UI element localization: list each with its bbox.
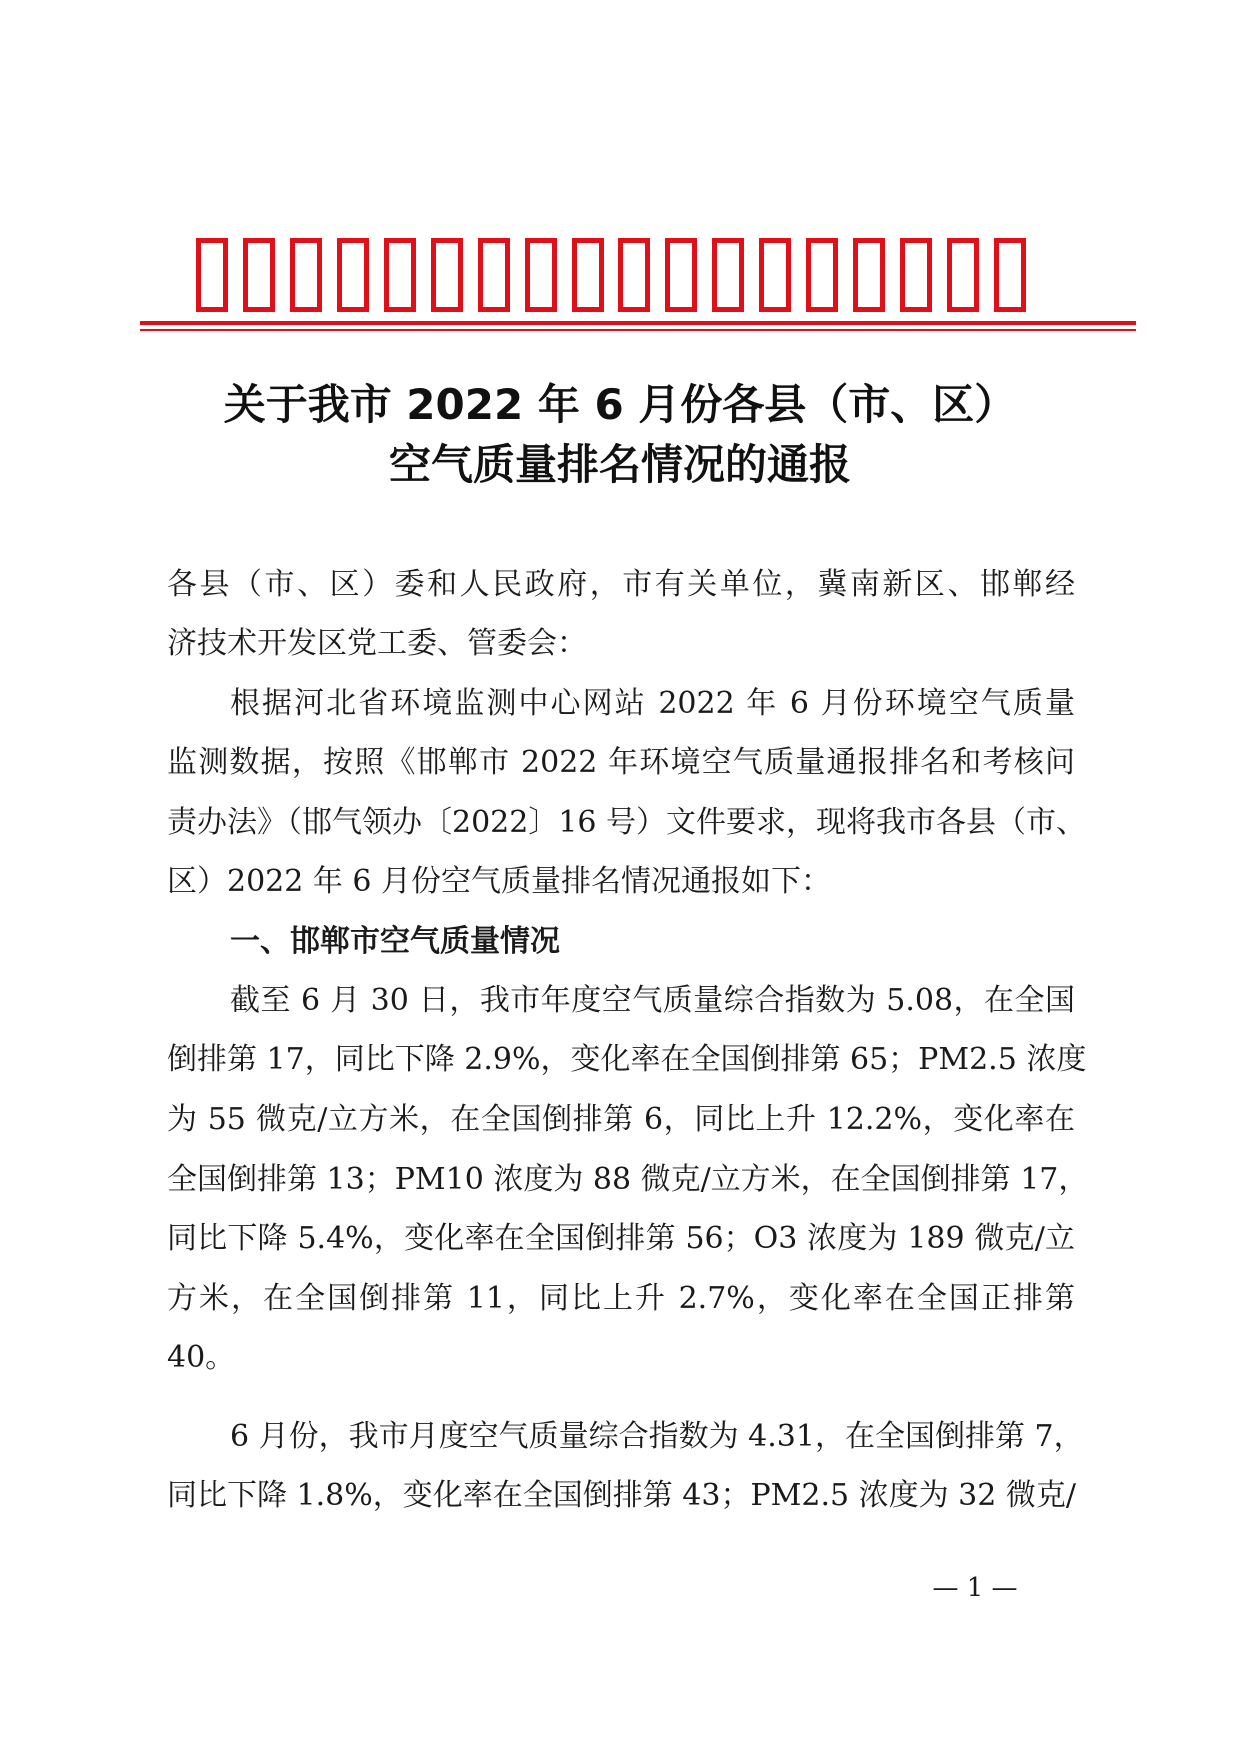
paragraph-line: 全国倒排第 13；PM10 浓度为 88 微克/立方米，在全国倒排第 17， — [167, 1162, 1089, 1197]
paragraph-line: 为 55 微克/立方米，在全国倒排第 6，同比上升 12.2%，变化率在 — [167, 1102, 1075, 1137]
paragraph-line: 6 月份，我市月度空气质量综合指数为 4.31，在全国倒排第 7， — [230, 1419, 1084, 1454]
paragraph-line: 方米，在全国倒排第 11，同比上升 2.7%，变化率在全国正排第 — [167, 1281, 1075, 1316]
masthead-boxes — [196, 232, 1026, 318]
masthead-char-box — [806, 238, 838, 312]
masthead-char-box — [243, 238, 275, 312]
paragraph-line: 40。 — [167, 1340, 236, 1375]
masthead-char-box — [853, 238, 885, 312]
paragraph-line: 截至 6 月 30 日，我市年度空气质量综合指数为 5.08，在全国 — [230, 983, 1075, 1018]
red-rule-thick — [140, 321, 1136, 325]
paragraph-line: 责办法》（邯气领办〔2022〕16 号）文件要求，现将我市各县（市、 — [167, 805, 1087, 840]
masthead-char-box — [384, 238, 416, 312]
masthead-char-box — [994, 238, 1026, 312]
masthead-char-box — [947, 238, 979, 312]
masthead-char-box — [759, 238, 791, 312]
paragraph-line: 区）2022 年 6 月份空气质量排名情况通报如下： — [167, 864, 832, 899]
masthead-char-box — [665, 238, 697, 312]
masthead-char-box — [337, 238, 369, 312]
paragraph-line: 同比下降 1.8%，变化率在全国倒排第 43；PM2.5 浓度为 32 微克/ — [167, 1478, 1076, 1513]
masthead-char-box — [290, 238, 322, 312]
salutation-line-2: 济技术开发区党工委、管委会： — [167, 626, 587, 661]
paragraph-line: 倒排第 17，同比下降 2.9%，变化率在全国倒排第 65；PM2.5 浓度 — [167, 1042, 1087, 1077]
document-title-line-2: 空气质量排名情况的通报 — [388, 440, 851, 489]
paragraph-line: 监测数据，按照《邯郸市 2022 年环境空气质量通报排名和考核问 — [167, 745, 1075, 780]
paragraph-line: 同比下降 5.4%，变化率在全国倒排第 56；O3 浓度为 189 微克/立 — [167, 1221, 1075, 1256]
salutation-line-1: 各县（市、区）委和人民政府，市有关单位，冀南新区、邯郸经 — [167, 567, 1075, 602]
paragraph-line: 根据河北省环境监测中心网站 2022 年 6 月份环境空气质量 — [230, 686, 1075, 721]
red-rule-thin — [140, 329, 1136, 331]
page-number: — 1 — — [932, 1573, 1018, 1603]
masthead-char-box — [572, 238, 604, 312]
masthead-char-box — [618, 238, 650, 312]
masthead-char-box — [900, 238, 932, 312]
document-title-line-1: 关于我市 2022 年 6 月份各县（市、区） — [223, 380, 1017, 429]
masthead-char-box — [712, 238, 744, 312]
masthead-char-box — [478, 238, 510, 312]
masthead-char-box — [196, 238, 228, 312]
masthead-char-box — [431, 238, 463, 312]
masthead-char-box — [525, 238, 557, 312]
section-heading: 一、邯郸市空气质量情况 — [230, 924, 560, 959]
